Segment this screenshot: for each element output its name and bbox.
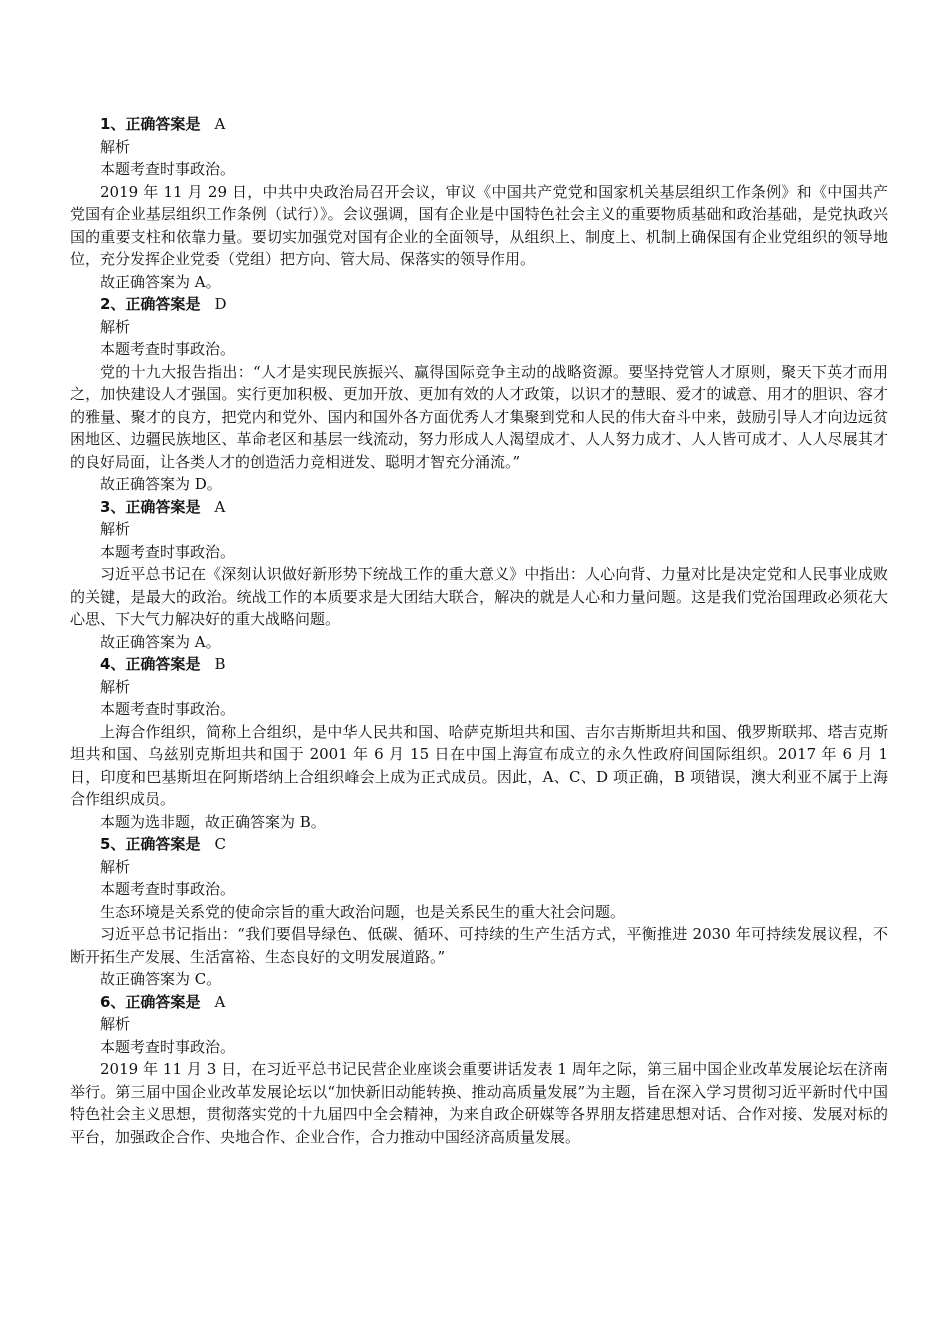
answer-label: 1、正确答案是 [100,115,201,133]
conclusion-line: 故正确答案为 A。 [100,632,221,651]
answer-block-4 [70,653,888,833]
answer-letter: A [214,497,226,516]
answer-line [70,293,888,316]
answer-block-3 [70,496,888,654]
analysis-label: 解析 [100,1015,131,1033]
explanation-paragraph: 党的十九大报告指出：“人才是实现民族振兴、赢得国际竞争主动的战略资源。要坚持党管人才原则，聚天下英才而用之，加快建设人才强国。实行更加积极、更加开放、更加有效的人才政策，以识才的慧眼、爱才的诚意、用才的胆识、容才的雅量、聚才的良方，把党内和党外、国内和国外各方面优秀人才集聚到党和人民的伟大奋斗中来，鼓励引导人才向边远贫困地区、边疆民族地区、革命老区和基层一线流动，努力形成人人渴望成才、人人努力成才、人人皆可成才、人人尽展其才的良好局面，让各类人才的创造活力竞相迸发、聪明才智充分涌流。” [70,362,888,471]
conclusion-line: 故正确答案为 C。 [100,970,222,988]
answer-block-5 [70,833,888,991]
topic-line: 本题考查时事政治。 [100,880,236,898]
answer-label: 5、正确答案是 [100,835,201,853]
analysis-label: 解析 [100,677,131,696]
topic-line: 本题考查时事政治。 [100,160,236,178]
analysis-label: 解析 [100,520,131,538]
conclusion-line: 故正确答案为 A。 [100,272,221,291]
answer-letter: B [214,655,226,673]
answer-block-6 [70,991,888,1149]
explanation-paragraph: 上海合作组织，简称上合组织，是中华人民共和国、哈萨克斯坦共和国、吉尔吉斯斯坦共和国、俄罗斯联邦、塔吉克斯坦共和国、乌兹别克斯坦共和国于 2001 年 6 月 15 日在中国上海宣布成立的永久性政府间国际组织。2017 年 6 月 1 日，印度和巴基斯坦在阿斯塔纳上合组织峰会上成为正式成员。因此，A、C、D 项正确，B 项错误，澳大利亚不属于上海合作组织成员。 [70,722,889,808]
topic-line: 本题考查时事政治。 [100,340,236,358]
explanation-paragraph: 2019 年 11 月 3 日，在习近平总书记民营企业座谈会重要讲话发表 1 周年之际，第三届中国企业改革发展论坛在济南举行。第三届中国企业改革发展论坛以“加快新旧动能转换、推动高质量发展”为主题，旨在深入学习贯彻习近平新时代中国特色社会主义思想，贯彻落实党的十九届四中全会精神，为来自政企研媒等各界朋友搭建思想对话、合作对接、发展对标的平台，加强政企合作、央地合作、企业合作，合力推动中国经济高质量发展。 [70,1060,888,1146]
answer-block-1 [70,113,888,293]
explanation-paragraph: 习近平总书记指出：“我们要倡导绿色、低碳、循环、可持续的生产生活方式，平衡推进 2030 年可持续发展议程，不断开拓生产发展、生活富裕、生态良好的文明发展道路。” [70,925,888,966]
answer-label: 3、正确答案是 [100,497,201,516]
answer-line [70,833,888,856]
topic-line: 本题考查时事政治。 [100,1037,236,1056]
answer-label: 6、正确答案是 [100,992,201,1011]
answer-letter: C [214,835,226,853]
analysis-label: 解析 [100,857,131,876]
explanation-paragraph: 2019 年 11 月 29 日，中共中央政治局召开会议，审议《中国共产党党和国家机关基层组织工作条例》和《中国共产党国有企业基层组织工作条例（试行）》。会议强调，国有企业是中国特色社会主义的重要物质基础和政治基础，是党执政兴国的重要支柱和依靠力量。要切实加强党对国有企业的全面领导，从组织上、制度上、机制上确保国有企业党组织的领导地位，充分发挥企业党委（党组）把方向、管大局、保落实的领导作用。 [70,182,888,268]
explanation-paragraph: 习近平总书记在《深刻认识做好新形势下统战工作的重大意义》中指出：人心向背、力量对比是决定党和人民事业成败的关键，是最大的政治。统战工作的本质要求是大团结大联合，解决的就是人心和力量问题。这是我们党治国理政必须花大心思、下大气力解决好的重大战略问题。 [70,565,888,628]
answer-label: 2、正确答案是 [100,295,201,313]
answer-letter: D [214,295,227,313]
conclusion-line: 故正确答案为 D。 [100,475,222,493]
document-page [70,113,888,1148]
answer-label: 4、正确答案是 [100,655,201,673]
topic-line: 本题考查时事政治。 [100,542,236,561]
conclusion-line: 本题为选非题，故正确答案为 B。 [100,812,326,831]
answer-block-2 [70,293,888,496]
analysis-label: 解析 [100,137,131,156]
analysis-label: 解析 [100,317,131,336]
answer-letter: A [214,992,226,1011]
answer-line [70,496,888,519]
answer-line [70,113,888,136]
topic-line: 本题考查时事政治。 [100,700,236,718]
answer-line [70,653,888,676]
answer-letter: A [214,115,226,133]
explanation-paragraph: 生态环境是关系党的使命宗旨的重大政治问题，也是关系民生的重大社会问题。 [100,902,626,921]
answer-line [70,991,888,1014]
